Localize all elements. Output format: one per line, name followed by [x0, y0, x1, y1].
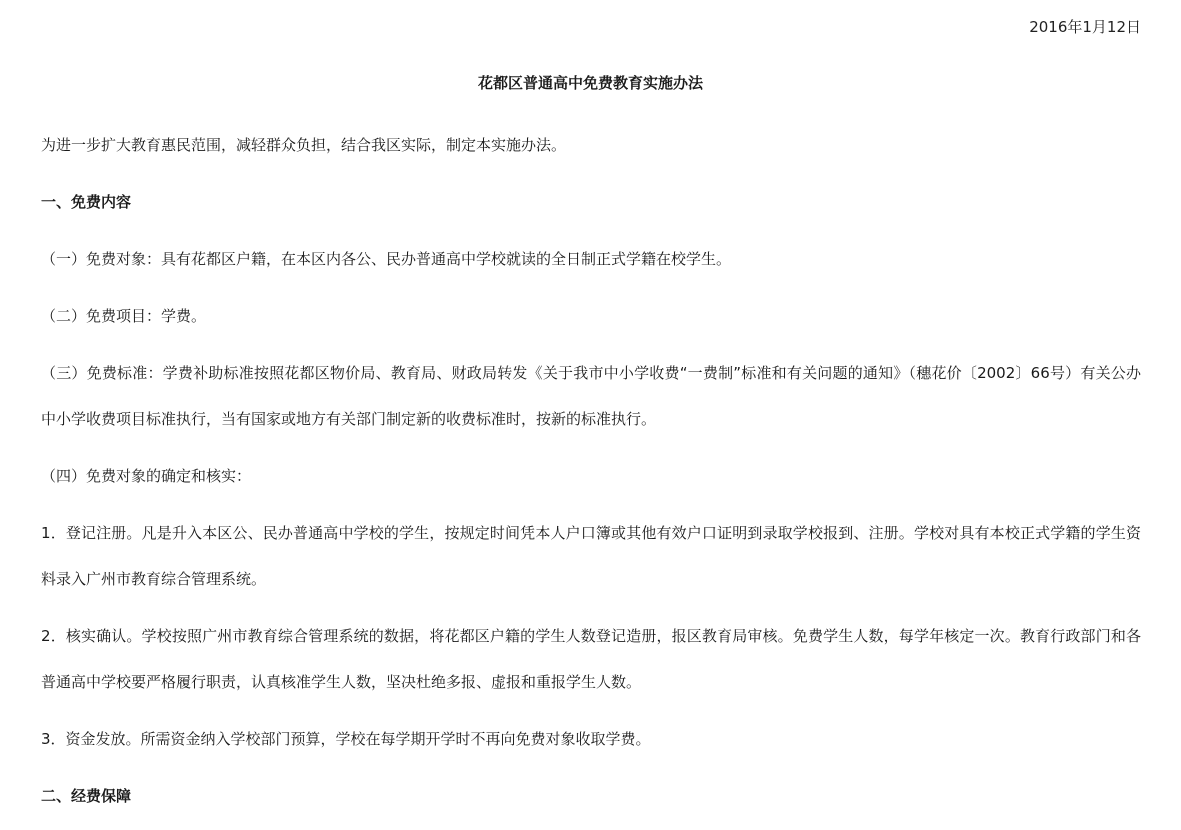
paragraph-confirmation: 2．核实确认。学校按照广州市教育综合管理系统的数据，将花都区户籍的学生人数登记造册，报区教育局审核。免费学生人数，每学年核定一次。教育行政部门和各普通高中学校要严格履行职责，认真核准学生人数，坚决杜绝多报、虚报和重报学生人数。 — [41, 627, 1141, 691]
section-heading-free-content: 一、免费内容 — [41, 193, 132, 211]
paragraph-verification: （四）免费对象的确定和核实： — [41, 467, 252, 485]
paragraph-free-target: （一）免费对象：具有花都区户籍，在本区内各公、民办普通高中学校就读的全日制正式学籍在校学生。 — [41, 250, 732, 268]
paragraph-free-items: （二）免费项目：学费。 — [41, 307, 207, 325]
section-heading-funding-guarantee: 二、经费保障 — [41, 787, 132, 805]
document-title: 花都区普通高中免费教育实施办法 — [477, 74, 703, 92]
intro-paragraph: 为进一步扩大教育惠民范围，减轻群众负担，结合我区实际，制定本实施办法。 — [41, 136, 567, 154]
paragraph-free-standard: （三）免费标准：学费补助标准按照花都区物价局、教育局、财政局转发《关于我市中小学收费“一费制”标准和有关问题的通知》（穗花价〔2002〕66号）有关公办中小学收费项目标准执行，当有国家或地方有关部门制定新的收费标准时，按新的标准执行。 — [41, 364, 1141, 428]
paragraph-registration: 1．登记注册。凡是升入本区公、民办普通高中学校的学生，按规定时间凭本人户口簿或其他有效户口证明到录取学校报到、注册。学校对具有本校正式学籍的学生资料录入广州市教育综合管理系统。 — [41, 524, 1141, 588]
document-date: 2016年1月12日 — [1029, 18, 1141, 36]
paragraph-funding: 3．资金发放。所需资金纳入学校部门预算，学校在每学期开学时不再向免费对象收取学费。 — [41, 730, 651, 748]
document-body — [41, 122, 1141, 830]
